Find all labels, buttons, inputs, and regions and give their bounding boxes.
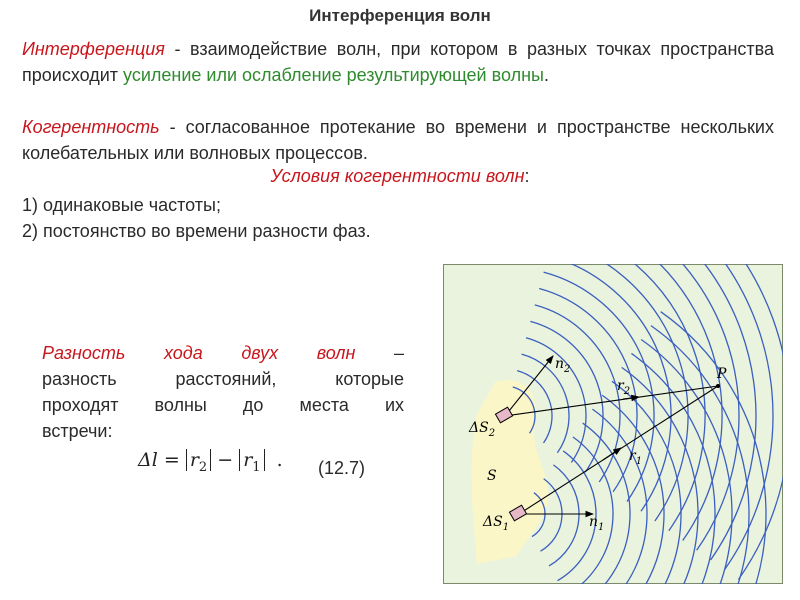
formula-r1: r — [243, 449, 253, 471]
interference-highlight: усиление или ослабление результирующей волны — [123, 65, 544, 85]
path-difference-line-3 — [42, 392, 404, 418]
conditions-title-text: Условия когерентности волн — [270, 166, 525, 186]
label-r1-main: r — [629, 448, 636, 464]
coherence-definition — [22, 114, 774, 166]
word: разность — [42, 369, 117, 389]
formula-abs-r2 — [186, 449, 211, 475]
label-s: S — [487, 468, 497, 484]
word: их — [384, 395, 404, 415]
interference-term: Интерференция — [22, 39, 165, 59]
formula-r2: r — [189, 449, 199, 471]
word: двух — [241, 343, 279, 363]
word: хода — [163, 343, 203, 363]
path-difference-line-2 — [42, 366, 404, 392]
label-r2-sub: 2 — [623, 386, 631, 397]
condition-item-1: 1) одинаковые частоты; — [22, 195, 221, 215]
interference-definition — [22, 36, 774, 88]
point-p-marker — [716, 384, 720, 388]
word: волны — [154, 395, 207, 415]
formula-abs-r1 — [239, 449, 264, 475]
word: волн — [316, 343, 356, 363]
formula-eq: = — [157, 449, 186, 471]
coherence-term: Когерентность — [22, 117, 160, 137]
label-ds1-sub: 1 — [502, 522, 510, 533]
label-n1-main: n — [589, 514, 599, 530]
word: – — [393, 343, 404, 363]
label-n1-sub: 1 — [598, 522, 605, 533]
label-n2-sub: 2 — [564, 364, 571, 375]
equation-number: (12.7) — [318, 458, 366, 478]
interference-text: - взаимодействие волн, при котором в разных точках пространства происходит — [22, 39, 774, 85]
word: Разность — [42, 343, 126, 363]
path-difference-formula — [138, 449, 283, 475]
condition-item-2: 2) постоянство во времени разности фаз. — [22, 221, 371, 241]
word: расстояний, — [175, 369, 277, 389]
word: до — [242, 395, 264, 415]
formula-lhs: Δl — [138, 449, 158, 471]
conditions-title-colon: : — [524, 166, 530, 186]
word: проходят — [42, 395, 119, 415]
label-ds1-main: ΔS — [483, 514, 503, 530]
path-difference-line-1 — [42, 340, 404, 366]
path-difference-definition — [42, 340, 404, 444]
formula-r1-sub: 1 — [252, 459, 261, 475]
label-r1-sub: 1 — [635, 456, 643, 467]
interference-end: . — [543, 65, 549, 85]
label-p: P — [717, 366, 727, 382]
formula-r2-sub: 2 — [198, 459, 208, 475]
label-r2-main: r — [617, 378, 624, 394]
label-ds2-main: ΔS — [469, 420, 489, 436]
coherence-text: - согласованное протекание во времени и пространстве нескольких колебательных или волновых процессов. — [22, 117, 774, 163]
formula-minus: − — [211, 449, 240, 471]
word: которые — [335, 369, 404, 389]
word: места — [299, 395, 349, 415]
label-n2-main: n — [555, 356, 565, 372]
page-title: Интерференция волн — [309, 6, 491, 25]
label-ds2-sub: 2 — [488, 428, 496, 439]
coherence-conditions-title — [0, 166, 800, 187]
interference-diagram — [443, 264, 783, 584]
path-difference-line-4: встречи: — [42, 421, 113, 441]
formula-dot: . — [276, 449, 283, 471]
